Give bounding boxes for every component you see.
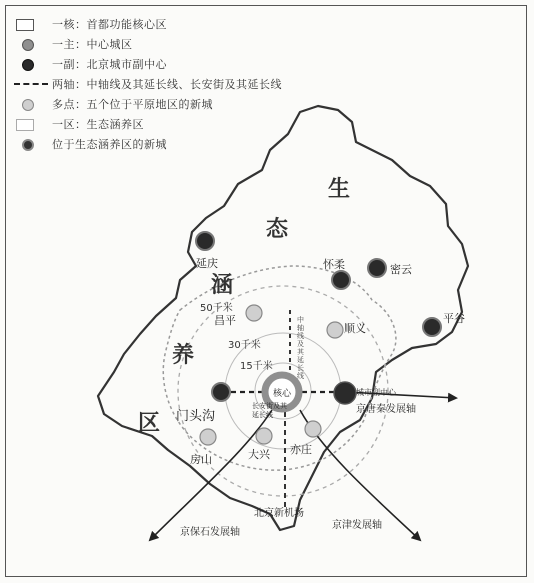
- jingtang-axis-label: 京唐秦发展轴: [356, 404, 416, 415]
- place-label-core: 核心: [273, 389, 292, 399]
- yizhuang-dot: [305, 421, 321, 437]
- eco-char-sheng: 生: [328, 176, 351, 202]
- place-label-fangshan: 房山: [190, 453, 212, 466]
- radius-label-50km: 50千米: [200, 303, 233, 314]
- legend-text: 两轴：中轴线及其延长线、长安街及其延长线: [52, 78, 282, 91]
- yanqing-dot: [196, 232, 214, 250]
- beijing-boundary: [98, 106, 468, 530]
- place-label-miyun: 密云: [390, 263, 412, 276]
- eco-char-qu: 区: [138, 410, 161, 436]
- airport-label: 北京新机场: [254, 508, 304, 519]
- huairou-dot: [332, 271, 350, 289]
- eco-char-yang: 养: [172, 342, 195, 368]
- legend-text: 一副：北京城市副中心: [52, 58, 167, 71]
- shunyi-dot: [327, 322, 343, 338]
- place-label-mentougou: 门头沟: [176, 409, 216, 424]
- legend-text: 一核：首都功能核心区: [52, 18, 167, 31]
- plain-boundary: [163, 266, 396, 470]
- place-label-yizhuang: 亦庄: [290, 443, 312, 456]
- fangshan-dot: [200, 429, 216, 445]
- place-label-subcenter: 城市副中心: [356, 388, 396, 397]
- jingbaoshi-axis-label: 京保石发展轴: [180, 527, 240, 538]
- radius-label-15km: 15千米: [240, 361, 273, 372]
- miyun-dot: [368, 259, 386, 277]
- pinggu-dot: [423, 318, 441, 336]
- place-label-huairou: 怀柔: [323, 258, 345, 271]
- changping-dot: [246, 305, 262, 321]
- legend-text: 多点：五个位于平原地区的新城: [52, 98, 213, 111]
- subcenter-dot: [334, 382, 356, 404]
- place-label-pinggu: 平谷: [443, 312, 465, 325]
- eco-char-han: 涵: [211, 272, 234, 298]
- legend-text: 一主：中心城区: [52, 38, 133, 51]
- changan-axis-label: 长安街及其延长线: [252, 402, 287, 419]
- central-axis-label: 中轴线及其延长线: [297, 316, 304, 380]
- place-label-changping: 昌平: [214, 314, 236, 327]
- daxing-dot: [256, 428, 272, 444]
- place-label-shunyi: 顺义: [344, 322, 366, 335]
- eco-char-tai: 态: [266, 216, 289, 242]
- mentougou-dot: [212, 383, 230, 401]
- legend-text: 位于生态涵养区的新城: [52, 138, 167, 151]
- jingjin-axis-label: 京津发展轴: [332, 520, 382, 531]
- place-label-daxing: 大兴: [248, 448, 270, 461]
- place-label-yanqing: 延庆: [196, 257, 218, 270]
- legend-text: 一区：生态涵养区: [52, 118, 144, 131]
- radius-label-30km: 30千米: [228, 340, 261, 351]
